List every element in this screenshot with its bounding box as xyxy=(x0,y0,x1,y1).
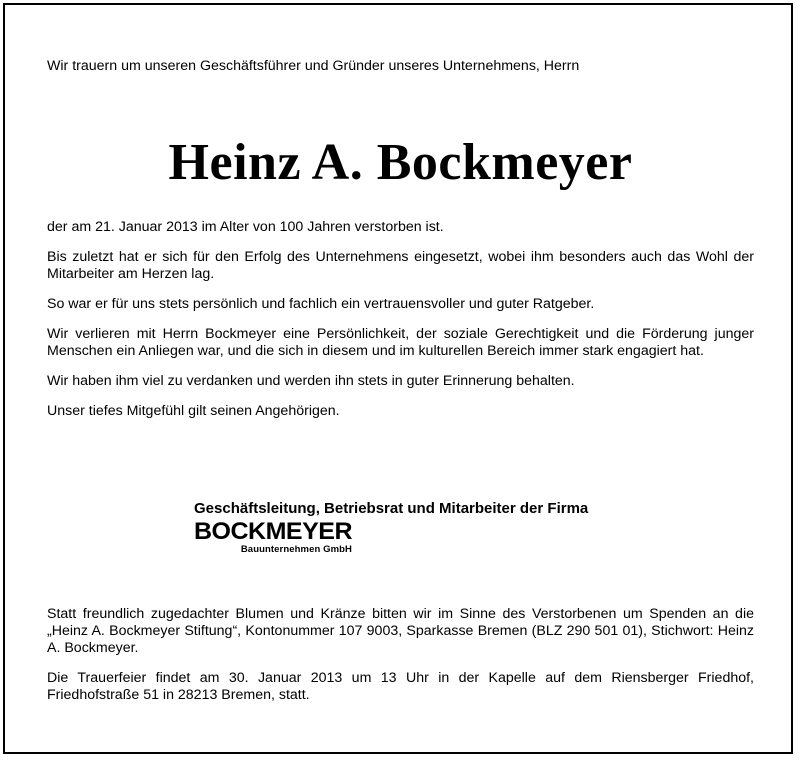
signature-block xyxy=(194,500,614,557)
company-logo xyxy=(194,520,352,555)
notice-footer xyxy=(47,606,754,704)
company-logo-word: BOCKMEYER xyxy=(194,518,353,545)
deceased-name: Heinz A. Bockmeyer xyxy=(168,134,633,191)
paragraph-condolence: Unser tiefes Mitgefühl gilt seinen Angehörigen. xyxy=(47,403,340,419)
paragraph-personality: Wir verlieren mit Herrn Bockmeyer eine Persönlichkeit, der soziale Gerechtigkeit und die Förderung junger Menschen ein Anliegen war, und die sich in diesem und im kulturellen Bereich immer stark engagiert hat. xyxy=(47,326,754,359)
paragraph-advisor: So war er für uns stets persönlich und fachlich ein vertrauensvoller und guter Ratgeber. xyxy=(47,296,595,312)
paragraph-funeral: Die Trauerfeier findet am 30. Januar 2013 um 13 Uhr in der Kapelle auf dem Riensberger Friedhof, Friedhofstraße 51 in 28213 Bremen, statt. xyxy=(47,670,754,703)
notice-body xyxy=(47,58,754,420)
paragraph-commitment: Bis zuletzt hat er sich für den Erfolg des Unternehmens eingesetzt, wobei ihm besonders auch das Wohl der Mitarbeiter am Herzen lag. xyxy=(47,249,754,282)
paragraph-donation: Statt freundlich zugedachter Blumen und Kränze bitten wir im Sinne des Verstorbenen um Spenden an die „Heinz A. Bockmeyer Stiftung“, Kontonummer 107 9003, Sparkasse Bremen (BLZ 290 501 01), Stichwort: Heinz A. Bockmeyer. xyxy=(47,606,754,656)
company-logo-subtitle: Bauunternehmen GmbH xyxy=(240,544,353,555)
paragraph-death-date: der am 21. Januar 2013 im Alter von 100 Jahren verstorben ist. xyxy=(47,219,444,235)
signature-line: Geschäftsleitung, Betriebsrat und Mitarbeiter der Firma xyxy=(194,500,589,517)
paragraph-gratitude: Wir haben ihm viel zu verdanken und werden ihn stets in guter Erinnerung behalten. xyxy=(47,373,575,389)
intro-line: Wir trauern um unseren Geschäftsführer und Gründer unseres Unternehmens, Herrn xyxy=(47,58,580,74)
